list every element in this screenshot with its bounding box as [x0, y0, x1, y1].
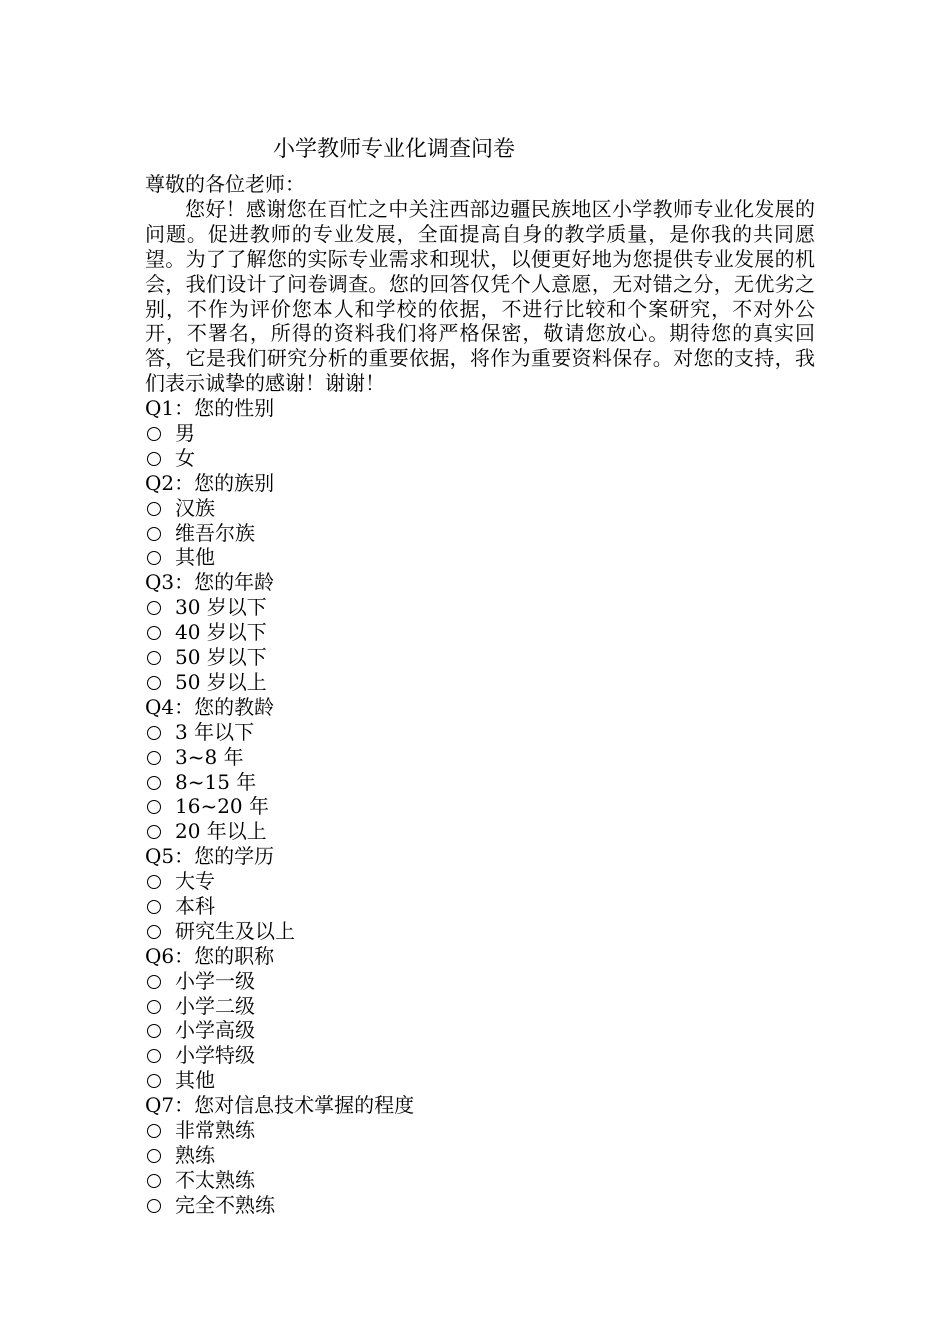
question-q1 — [145, 396, 815, 471]
radio-circle-icon[interactable] — [147, 1000, 161, 1014]
radio-circle-icon[interactable] — [147, 875, 161, 889]
option-q1-1[interactable] — [145, 421, 815, 446]
option-q2-3[interactable] — [145, 545, 815, 570]
option-q4-1[interactable] — [145, 720, 815, 745]
option-label: 其他 — [175, 545, 215, 570]
option-q3-3[interactable] — [145, 645, 815, 670]
radio-circle-icon[interactable] — [147, 825, 161, 839]
radio-circle-icon[interactable] — [147, 551, 161, 565]
radio-circle-icon[interactable] — [147, 1124, 161, 1138]
question-label: Q5：您的学历 — [145, 844, 275, 869]
radio-circle-icon[interactable] — [147, 527, 161, 541]
option-q6-4[interactable] — [145, 1043, 815, 1068]
intro-paragraph: 您好！感谢您在百忙之中关注西部边疆民族地区小学教师专业化发展的问题。促进教师的专业发展，全面提高自身的教学质量，是你我的共同愿望。为了了解您的实际专业需求和现状，以便更好地为您提供专业发展的机会，我们设计了问卷调查。您的回答仅凭个人意愿，无对错之分，无优劣之别，不作为评价您本人和学校的依据，不进行比较和个案研究，不对外公开，不署名，所得的资料我们将严格保密，敬请您放心。期待您的真实回答，它是我们研究分析的重要依据，将作为重要资料保存。对您的支持，我们表示诚挚的感谢！谢谢！ — [145, 196, 815, 396]
option-q4-3[interactable] — [145, 770, 815, 795]
option-label: 大专 — [175, 869, 215, 894]
radio-circle-icon[interactable] — [147, 1024, 161, 1038]
option-label: 不太熟练 — [175, 1167, 255, 1192]
option-q6-2[interactable] — [145, 994, 815, 1019]
radio-circle-icon[interactable] — [147, 452, 161, 466]
question-q5 — [145, 844, 815, 944]
option-label: 50 岁以下 — [175, 645, 267, 670]
radio-circle-icon[interactable] — [147, 1149, 161, 1163]
option-label: 汉族 — [175, 495, 215, 520]
option-label: 完全不熟练 — [175, 1192, 275, 1217]
option-q6-1[interactable] — [145, 969, 815, 994]
question-q4 — [145, 695, 815, 844]
option-label: 男 — [175, 421, 195, 446]
radio-circle-icon[interactable] — [147, 651, 161, 665]
option-label: 20 年以上 — [175, 819, 267, 844]
greeting: 尊敬的各位老师： — [145, 172, 305, 196]
radio-circle-icon[interactable] — [147, 925, 161, 939]
option-q2-2[interactable] — [145, 521, 815, 546]
option-label: 熟练 — [175, 1142, 215, 1167]
option-label: 其他 — [175, 1068, 215, 1093]
option-q7-4[interactable] — [145, 1193, 815, 1218]
option-q4-5[interactable] — [145, 819, 815, 844]
option-q4-4[interactable] — [145, 794, 815, 819]
option-label: 30 岁以下 — [175, 595, 267, 620]
option-label: 16~20 年 — [175, 794, 270, 819]
option-q6-3[interactable] — [145, 1018, 815, 1043]
radio-circle-icon[interactable] — [147, 726, 161, 740]
option-label: 3~8 年 — [175, 744, 244, 769]
option-q3-2[interactable] — [145, 620, 815, 645]
option-q3-4[interactable] — [145, 670, 815, 695]
option-label: 3 年以下 — [175, 719, 255, 744]
option-label: 非常熟练 — [175, 1117, 255, 1142]
radio-circle-icon[interactable] — [147, 601, 161, 615]
option-q7-3[interactable] — [145, 1168, 815, 1193]
question-q2 — [145, 471, 815, 571]
question-q6 — [145, 944, 815, 1093]
radio-circle-icon[interactable] — [147, 1174, 161, 1188]
radio-circle-icon[interactable] — [147, 1074, 161, 1088]
option-q7-1[interactable] — [145, 1118, 815, 1143]
option-label: 女 — [175, 445, 195, 470]
question-label: Q1：您的性别 — [145, 396, 275, 421]
radio-circle-icon[interactable] — [147, 800, 161, 814]
question-q7 — [145, 1093, 815, 1217]
radio-circle-icon[interactable] — [147, 975, 161, 989]
radio-circle-icon[interactable] — [147, 676, 161, 690]
question-q3 — [145, 570, 815, 694]
option-label: 小学一级 — [175, 968, 255, 993]
option-label: 40 岁以下 — [175, 620, 267, 645]
question-label: Q4：您的教龄 — [145, 694, 275, 719]
radio-circle-icon[interactable] — [147, 427, 161, 441]
option-label: 小学特级 — [175, 1043, 255, 1068]
option-q7-2[interactable] — [145, 1143, 815, 1168]
option-label: 8~15 年 — [175, 769, 257, 794]
radio-circle-icon[interactable] — [147, 776, 161, 790]
radio-circle-icon[interactable] — [147, 900, 161, 914]
question-label: Q6：您的职称 — [145, 943, 275, 968]
option-q6-5[interactable] — [145, 1068, 815, 1093]
radio-circle-icon[interactable] — [147, 626, 161, 640]
radio-circle-icon[interactable] — [147, 1199, 161, 1213]
option-q5-1[interactable] — [145, 869, 815, 894]
page-title: 小学教师专业化调查问卷 — [273, 137, 516, 162]
option-q2-1[interactable] — [145, 496, 815, 521]
option-q5-3[interactable] — [145, 919, 815, 944]
option-label: 小学高级 — [175, 1018, 255, 1043]
question-label: Q2：您的族别 — [145, 470, 275, 495]
question-label: Q3：您的年龄 — [145, 570, 275, 595]
option-label: 小学二级 — [175, 993, 255, 1018]
survey-document — [145, 134, 815, 1218]
option-label: 研究生及以上 — [175, 918, 295, 943]
radio-circle-icon[interactable] — [147, 502, 161, 516]
option-q1-2[interactable] — [145, 446, 815, 471]
radio-circle-icon[interactable] — [147, 751, 161, 765]
option-label: 50 岁以上 — [175, 669, 267, 694]
radio-circle-icon[interactable] — [147, 1049, 161, 1063]
option-label: 维吾尔族 — [175, 520, 255, 545]
option-q4-2[interactable] — [145, 745, 815, 770]
option-label: 本科 — [175, 893, 215, 918]
question-label: Q7：您对信息技术掌握的程度 — [145, 1093, 415, 1118]
option-q5-2[interactable] — [145, 894, 815, 919]
option-q3-1[interactable] — [145, 595, 815, 620]
